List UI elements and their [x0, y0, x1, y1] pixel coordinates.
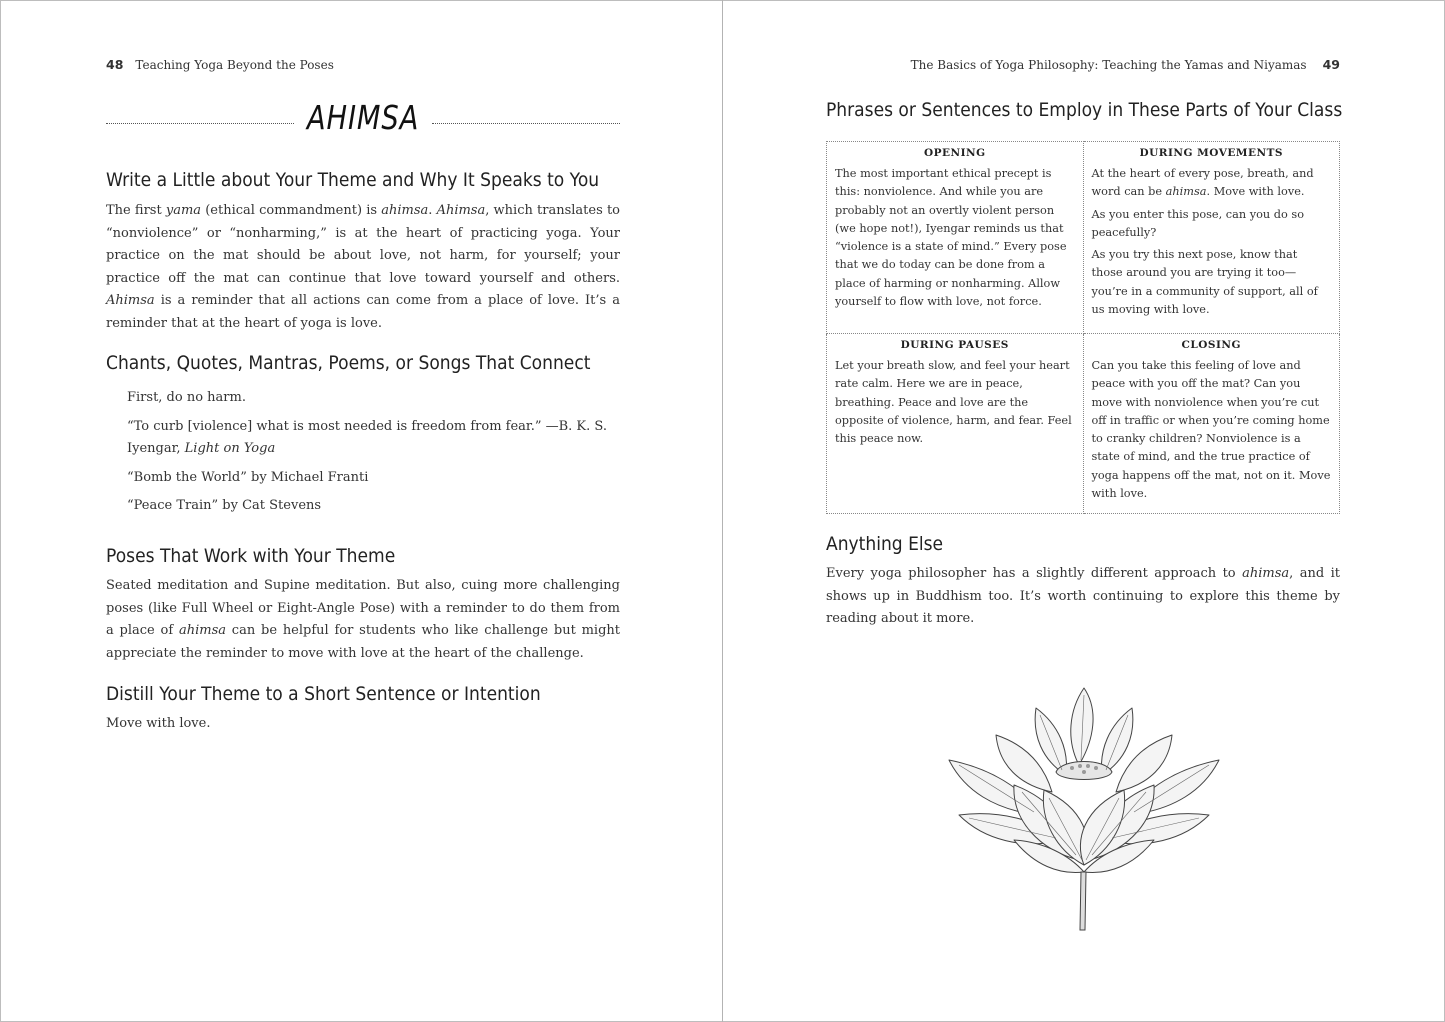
cell-text: The most important ethical precept is this: nonviolence. And while you are probably not an overtly violent person (we hope not!), Iyengar reminds us that “violence is a state of mind.” Every pose that we do today can be done from a place of harming or nonharming. Allow yourself to flow with love, not force.	[835, 167, 1067, 309]
left-page-number: 48	[106, 57, 124, 72]
cell-text: At the heart of every pose, breath, and word can be ahimsa. Move with love.	[1091, 167, 1314, 199]
title-rule-left	[106, 123, 294, 124]
section-distill	[106, 683, 620, 736]
section-body: Every yoga philosopher has a slightly different approach to ahimsa, and it shows up in Buddhism too. It’s worth continuing to explore this theme by reading about it more.	[826, 566, 1340, 626]
cell-heading: DURING MOVEMENTS	[1139, 147, 1283, 159]
phrases-table	[826, 141, 1340, 514]
cell-text: As you enter this pose, can you do so peacefully?	[1091, 207, 1304, 239]
left-running-head-text: Teaching Yoga Beyond the Poses	[135, 58, 334, 72]
section-heading: Poses That Work with Your Theme	[106, 545, 396, 567]
cell-closing	[1083, 334, 1340, 514]
cell-heading: OPENING	[923, 147, 986, 159]
section-write	[106, 169, 620, 335]
section-body: Move with love.	[106, 716, 211, 731]
section-heading: Chants, Quotes, Mantras, Poems, or Songs That Connect	[106, 352, 591, 374]
section-phrases	[826, 99, 1343, 121]
section-poses	[106, 545, 620, 665]
section-heading: Anything Else	[826, 533, 944, 555]
right-page	[826, 0, 1343, 1022]
page-gutter	[722, 0, 723, 1022]
left-page	[106, 0, 620, 1022]
section-body: Seated meditation and Supine meditation. But also, cuing more challenging poses (like Full Wheel or Eight-Angle Pose) with a reminder to do them from a place of ahimsa can be helpful for students who like challenge but might appreciate the reminder to move with love at the heart of the challenge.	[106, 578, 620, 661]
section-chants	[106, 352, 620, 518]
chapter-title	[106, 98, 620, 137]
cell-during-pauses	[827, 334, 1084, 514]
title-rule-right	[432, 123, 620, 124]
chapter-title-text: AHIMSA	[306, 98, 420, 137]
cell-text: Can you take this feeling of love and peace with you off the mat? Can you move with nonviolence when you’re cut off in traffic or when you’re coming home to cranky children? Nonviolence is a state of mind, and the true practice of yoga happens off the mat, not on it. Move with love.	[1091, 359, 1331, 501]
cell-opening	[827, 142, 1084, 334]
section-heading: Write a Little about Your Theme and Why It Speaks to You	[106, 169, 600, 191]
right-page-number: 49	[1322, 57, 1340, 72]
list-item: First, do no harm.	[127, 390, 246, 405]
cell-text: Let your breath slow, and feel your heart rate calm. Here we are in peace, breathing. Peace and love are the opposite of violence, harm, and fear. Feel this peace now.	[835, 359, 1072, 446]
left-running-head	[106, 57, 334, 72]
list-item: “Peace Train” by Cat Stevens	[127, 498, 322, 513]
chants-list	[106, 387, 620, 518]
section-body: The first yama (ethical commandment) is ahimsa. Ahimsa, which translates to “nonviolence” or “nonharming,” is at the heart of practicing yoga. Your practice on the mat should be about love, not harm, for yourself; your practice off the mat can continue that love toward yourself and others. Ahimsa is a reminder that all actions can come from a place of love. It’s a reminder that at the heart of yoga is love.	[106, 203, 620, 331]
right-running-head	[911, 57, 1340, 72]
section-anything-else	[826, 533, 1340, 631]
cell-during-movements	[1083, 142, 1340, 334]
lotus-flower-icon	[944, 680, 1224, 935]
list-item: “To curb [violence] what is most needed is freedom from fear.” —B. K. S. Iyengar, Light on Yoga	[127, 418, 607, 456]
cell-heading: CLOSING	[1181, 339, 1241, 351]
section-heading: Distill Your Theme to a Short Sentence or Intention	[106, 683, 541, 705]
right-running-head-text: The Basics of Yoga Philosophy: Teaching the Yamas and Niyamas	[910, 58, 1307, 72]
section-heading: Phrases or Sentences to Employ in These Parts of Your Class	[826, 99, 1343, 121]
cell-heading: DURING PAUSES	[900, 339, 1009, 351]
cell-text: As you try this next pose, know that those around you are trying it too—you’re in a community of support, all of us moving with love.	[1091, 248, 1318, 317]
list-item: “Bomb the World” by Michael Franti	[127, 469, 369, 485]
